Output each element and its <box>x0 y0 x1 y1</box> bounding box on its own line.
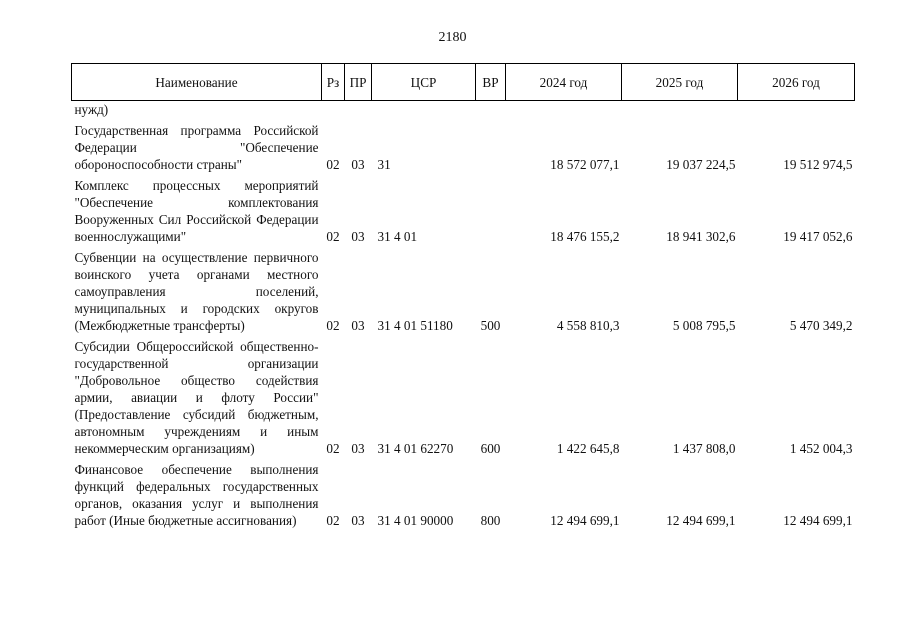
row-vr: 800 <box>480 513 501 528</box>
row-rz: 02 <box>326 229 340 244</box>
row-vr: 500 <box>480 318 501 333</box>
row-amount-2024: 18 572 077,1 <box>550 157 620 172</box>
row-vr <box>476 173 506 245</box>
page-number: 2180 <box>438 30 467 45</box>
row-pr: 03 <box>351 157 365 172</box>
header-2024: 2024 год <box>506 64 622 101</box>
row-amount-2025: 18 941 302,6 <box>666 229 736 244</box>
row-csr: 31 4 01 90000 <box>377 513 454 528</box>
row-amount-2026: 5 470 349,2 <box>789 318 853 333</box>
row-amount-2026: 12 494 699,1 <box>783 513 853 528</box>
row-rz: 02 <box>326 441 340 456</box>
header-2026: 2026 год <box>738 64 855 101</box>
table-row <box>72 457 855 529</box>
row-rz: 02 <box>326 318 340 333</box>
row-pr: 03 <box>351 318 365 333</box>
header-vr: ВР <box>476 64 506 101</box>
row-amount-2025: 12 494 699,1 <box>666 513 736 528</box>
row-csr: 31 <box>377 157 391 172</box>
budget-table <box>71 63 855 529</box>
row-amount-2026: 19 417 052,6 <box>783 229 853 244</box>
table-row <box>72 118 855 173</box>
table-row <box>72 334 855 457</box>
row-name: Субвенции на осуществление первичного воинского учета органами местного самоуправления поселений, муниципальных и городских округов (Межбюджетные трансферты) <box>74 250 319 333</box>
header-csr: ЦСР <box>372 64 476 101</box>
header-2025: 2025 год <box>622 64 738 101</box>
row-pr: 03 <box>351 441 365 456</box>
row-amount-2025: 1 437 808,0 <box>672 441 736 456</box>
header-name: Наименование <box>72 64 322 101</box>
header-pr: ПР <box>345 64 372 101</box>
row-amount-2024: 18 476 155,2 <box>550 229 620 244</box>
row-amount-2024: 1 422 645,8 <box>556 441 620 456</box>
row-pr: 03 <box>351 229 365 244</box>
row-rz: 02 <box>326 513 340 528</box>
table-header-row <box>72 64 855 101</box>
row-name: Комплекс процессных мероприятий "Обеспечение комплектования Вооруженных Сил Российской Федерации военнослужащими" <box>74 178 319 244</box>
row-amount-2026: 1 452 004,3 <box>789 441 853 456</box>
row-pr: 03 <box>351 513 365 528</box>
row-name: Субсидии Общероссийской общественно-государственной организации "Добровольное общество содействия армии, авиации и флоту России" (Предоставление субсидий бюджетным, автономным учреждениям и иным некоммерческим организациям) <box>74 339 319 456</box>
row-amount-2026: 19 512 974,5 <box>783 157 853 172</box>
header-rz: Рз <box>322 64 345 101</box>
row-rz: 02 <box>326 157 340 172</box>
row-name: Государственная программа Российской Федерации "Обеспечение обороноспособности страны" <box>74 123 319 172</box>
row-amount-2024: 12 494 699,1 <box>550 513 620 528</box>
row-csr: 31 4 01 51180 <box>377 318 453 333</box>
table-row-continuation <box>72 101 855 119</box>
table-row <box>72 245 855 334</box>
table-row <box>72 173 855 245</box>
row-csr: 31 4 01 62270 <box>377 441 454 456</box>
row-vr: 600 <box>480 441 501 456</box>
row-vr <box>476 118 506 173</box>
row-csr: 31 4 01 <box>377 229 418 244</box>
continuation-text: нужд) <box>74 102 109 117</box>
row-name: Финансовое обеспечение выполнения функций федеральных государственных органов, оказания услуг и выполнения работ (Иные бюджетные ассигнования) <box>74 462 319 528</box>
row-amount-2025: 5 008 795,5 <box>672 318 736 333</box>
row-amount-2024: 4 558 810,3 <box>556 318 620 333</box>
row-amount-2025: 19 037 224,5 <box>666 157 736 172</box>
